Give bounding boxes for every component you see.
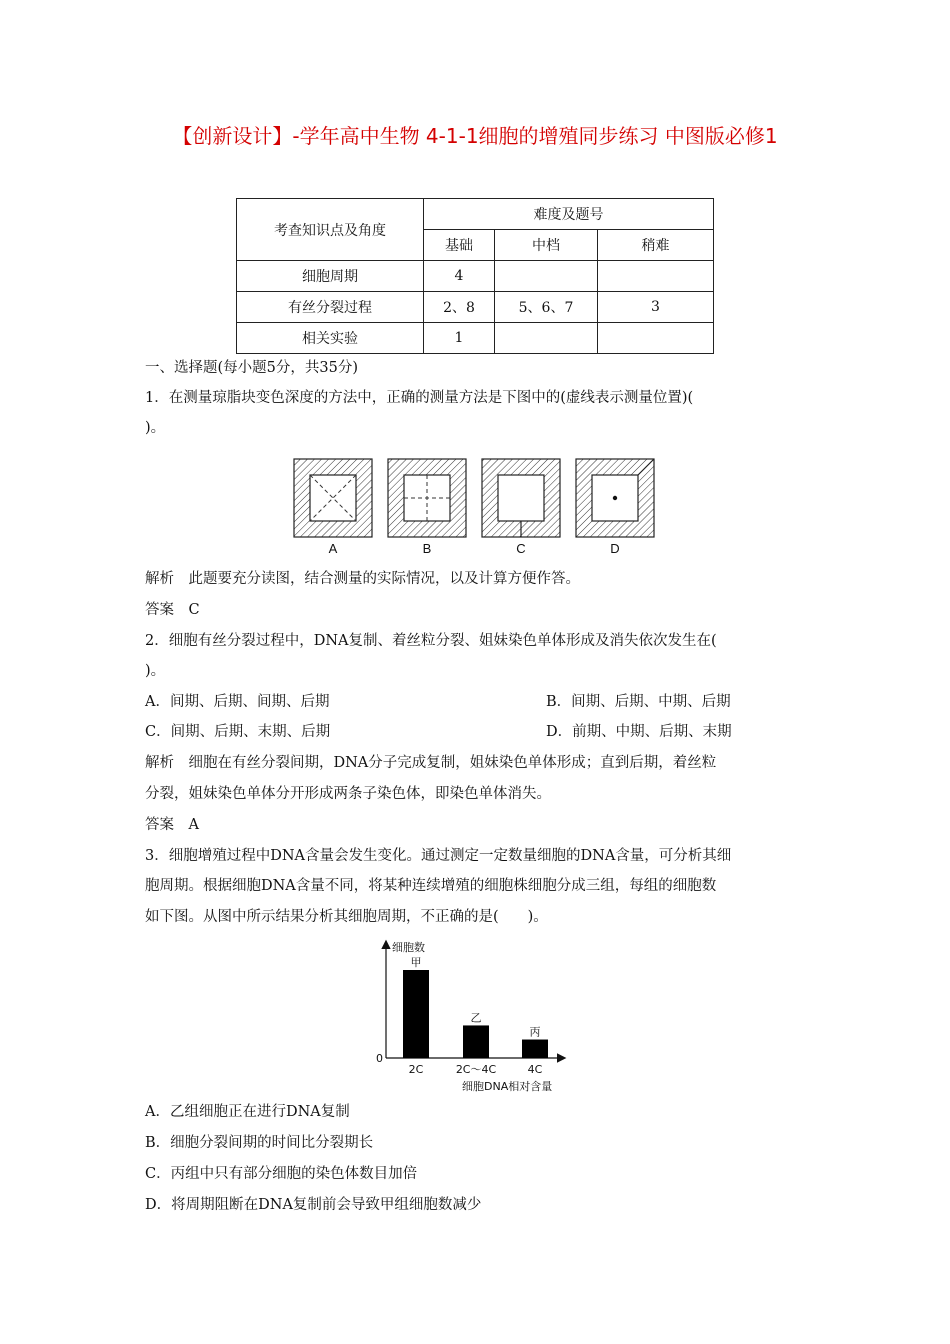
q3-option-a: A．乙组细胞正在进行DNA复制 [145, 1104, 350, 1120]
table-cell: 2、8 [424, 292, 495, 323]
bar-group-label: 乙 [470, 1011, 482, 1025]
knowledge-table [236, 198, 714, 354]
q3-option-d: D．将周期阻断在DNA复制前会导致甲组细胞数减少 [145, 1197, 482, 1213]
table-row [237, 292, 714, 323]
q1-stem-end: )。 [145, 420, 166, 436]
dna-content-bar-chart [370, 938, 580, 1098]
table-cell: 细胞周期 [237, 261, 424, 292]
figure-option-d [576, 459, 654, 537]
q3-option-b: B．细胞分裂间期的时间比分裂期长 [145, 1135, 374, 1151]
table-header-topic: 考查知识点及角度 [237, 199, 424, 261]
page-title: 【创新设计】-学年高中生物 4-1-1细胞的增殖同步练习 中图版必修1 [172, 124, 778, 148]
table-cell [598, 261, 714, 292]
q2-answer: 答案 A [145, 817, 199, 833]
table-cell [598, 323, 714, 354]
x-tick-label: 2C [408, 1063, 424, 1076]
bar-group-label: 甲 [410, 956, 422, 969]
bar-3 [522, 1040, 548, 1058]
x-axis-label: 细胞DNA相对含量 [462, 1080, 553, 1093]
q2-stem: 2．细胞有丝分裂过程中，DNA复制、着丝粒分裂、姐妹染色单体形成及消失依次发生在( [145, 633, 717, 649]
table-cell: 4 [424, 261, 495, 292]
table-cell: 相关实验 [237, 323, 424, 354]
bar-1 [403, 970, 429, 1058]
table-cell: 5、6、7 [495, 292, 598, 323]
q3-stem: 3．细胞增殖过程中DNA含量会发生变化。通过测定一定数量细胞的DNA含量，可分析其细 [145, 848, 732, 864]
figure-label-a: A [328, 541, 338, 556]
q2-option-b: B．间期、后期、中期、后期 [546, 694, 731, 710]
bar-2 [463, 1025, 489, 1058]
figure-label-d: D [610, 541, 620, 556]
figure-option-b [388, 459, 466, 537]
agar-block-figure [290, 455, 662, 560]
figure-option-c [482, 459, 560, 537]
bar-group-label: 丙 [529, 1025, 541, 1039]
table-cell: 1 [424, 323, 495, 354]
table-row [237, 261, 714, 292]
figure-label-b: B [422, 541, 432, 556]
q2-option-d: D．前期、中期、后期、末期 [546, 724, 732, 740]
table-level: 基础 [424, 230, 495, 261]
origin-label: 0 [376, 1052, 383, 1065]
section-heading: 一、选择题(每小题5分，共35分) [145, 360, 358, 376]
table-header-difficulty: 难度及题号 [424, 199, 714, 230]
table-cell [495, 261, 598, 292]
table-cell: 3 [598, 292, 714, 323]
q2-analysis-cont: 分裂，姐妹染色单体分开形成两条子染色体，即染色单体消失。 [145, 786, 551, 802]
q2-stem-end: )。 [145, 663, 166, 679]
q3-stem-cont: 胞周期。根据细胞DNA含量不同，将某种连续增殖的细胞株细胞分成三组，每组的细胞数 [145, 878, 717, 894]
x-tick-label: 2C～4C [455, 1063, 497, 1076]
table-cell [495, 323, 598, 354]
table-row [237, 323, 714, 354]
x-tick-label: 4C [527, 1063, 543, 1076]
q1-answer: 答案 C [145, 602, 200, 618]
figure-label-c: C [516, 541, 526, 556]
table-level: 中档 [495, 230, 598, 261]
q2-option-c: C．间期、后期、末期、后期 [145, 724, 331, 740]
q3-option-c: C．丙组中只有部分细胞的染色体数目加倍 [145, 1166, 418, 1182]
q1-stem: 1．在测量琼脂块变色深度的方法中，正确的测量方法是下图中的(虚线表示测量位置)( [145, 390, 694, 406]
table-cell: 有丝分裂过程 [237, 292, 424, 323]
table-level: 稍难 [598, 230, 714, 261]
q1-analysis: 解析 此题要充分读图，结合测量的实际情况，以及计算方便作答。 [145, 571, 580, 587]
q3-stem-end: 如下图。从图中所示结果分析其细胞周期，不正确的是( )。 [145, 909, 548, 925]
q2-option-a: A．间期、后期、间期、后期 [145, 694, 330, 710]
figure-option-a [294, 459, 372, 537]
y-axis-label: 细胞数 [392, 941, 425, 954]
q2-analysis: 解析 细胞在有丝分裂间期，DNA分子完成复制，姐妹染色单体形成；直到后期，着丝粒 [145, 755, 717, 771]
